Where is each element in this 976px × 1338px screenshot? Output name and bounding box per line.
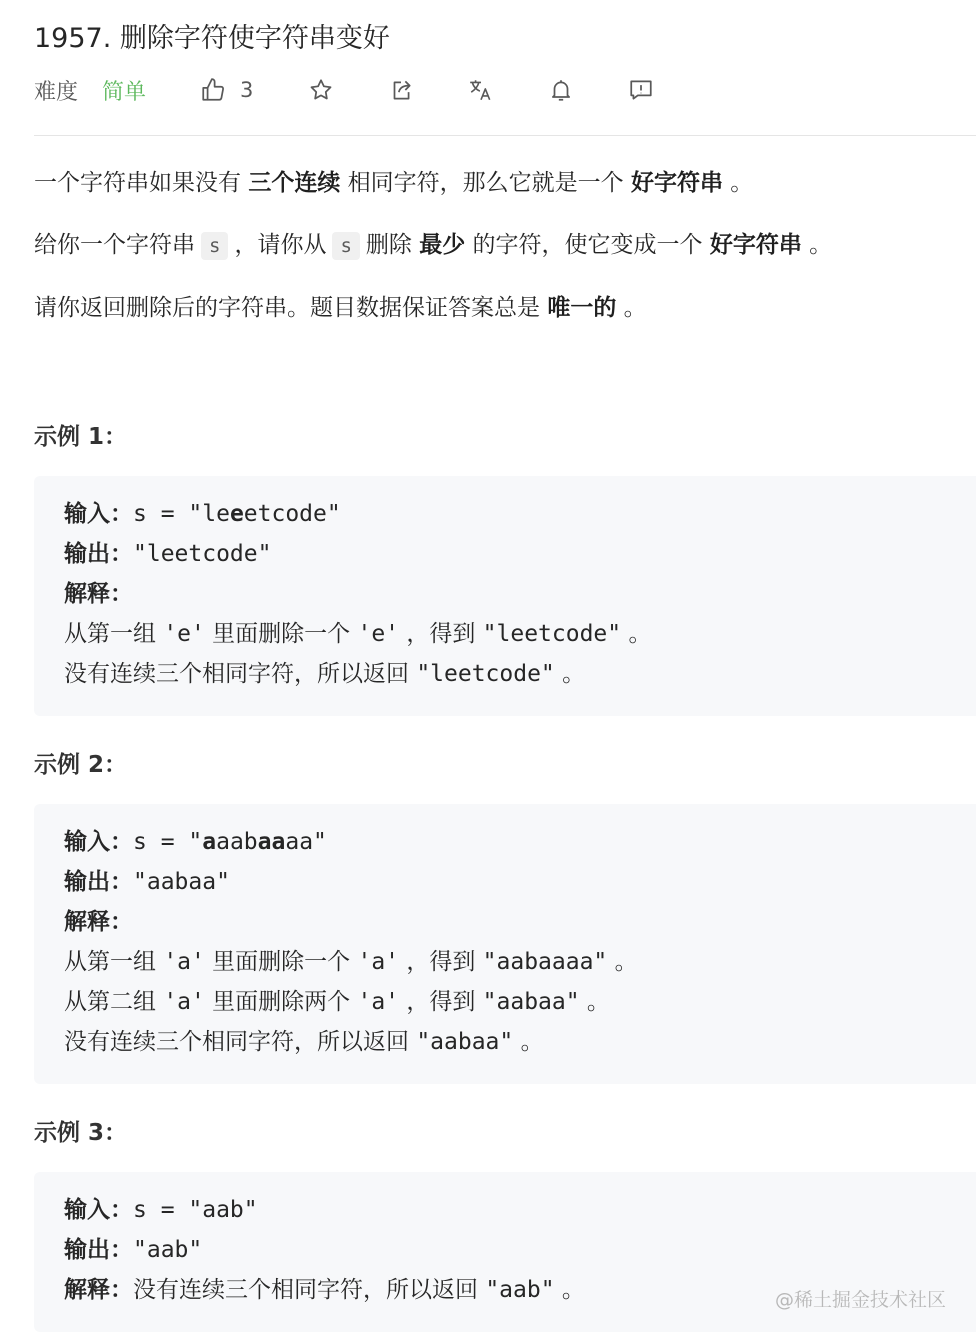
example-explanation-line: 没有连续三个相同字符，所以返回 "leetcode" 。 — [64, 661, 586, 687]
example-1-heading: 示例 1： — [34, 424, 128, 450]
share-button[interactable] — [384, 70, 418, 110]
example-output: 输出："leetcode" — [64, 541, 272, 567]
like-button[interactable] — [200, 70, 253, 110]
inline-code: s — [332, 232, 359, 260]
problem-meta-bar — [34, 70, 976, 110]
description-paragraph-1: 一个字符串如果没有 三个连续 相同字符，那么它就是一个 好字符串 。 — [34, 170, 754, 196]
example-explanation-line: 从第二组 'a' 里面删除两个 'a' ，得到 "aabaa" 。 — [64, 989, 610, 1015]
translate-icon — [468, 77, 494, 103]
inline-code: s — [201, 232, 228, 260]
like-count: 3 — [240, 78, 254, 102]
difficulty-badge: 简单 — [102, 79, 147, 105]
example-input: 输入：s = "aab" — [64, 1197, 258, 1223]
watermark: @稀土掘金技术社区 — [774, 1289, 946, 1311]
star-icon — [308, 77, 334, 103]
example-explanation-line: 解释：没有连续三个相同字符，所以返回 "aab" 。 — [64, 1277, 585, 1303]
example-3-heading: 示例 3： — [34, 1120, 128, 1146]
thumbs-up-icon — [200, 77, 226, 103]
example-1-box — [34, 476, 976, 716]
example-2-heading: 示例 2： — [34, 752, 128, 778]
example-explanation-line: 从第一组 'e' 里面删除一个 'e' ，得到 "leetcode" 。 — [64, 621, 652, 647]
example-input: 输入：s = "aaabaaaa" — [64, 829, 327, 855]
example-input: 输入：s = "leeetcode" — [64, 501, 341, 527]
example-output: 输出："aab" — [64, 1237, 203, 1263]
example-explanation-line: 从第一组 'a' 里面删除一个 'a' ，得到 "aabaaaa" 。 — [64, 949, 638, 975]
description-paragraph-2: 给你一个字符串 s ，请你从 s 删除 最少 的字符，使它变成一个 好字符串 。 — [34, 232, 833, 258]
example-2-box — [34, 804, 976, 1084]
difficulty-label: 难度 — [34, 79, 79, 105]
feedback-icon — [628, 77, 654, 103]
description-paragraph-3: 请你返回删除后的字符串。题目数据保证答案总是 唯一的 。 — [34, 295, 647, 321]
favorite-button[interactable] — [304, 70, 338, 110]
feedback-button[interactable] — [624, 70, 658, 110]
translate-button[interactable] — [464, 70, 498, 110]
header-divider — [34, 135, 976, 136]
notify-button[interactable] — [544, 70, 578, 110]
example-explanation-label: 解释： — [64, 909, 133, 935]
example-explanation-line: 没有连续三个相同字符，所以返回 "aabaa" 。 — [64, 1029, 544, 1055]
share-icon — [388, 77, 414, 103]
example-output: 输出："aabaa" — [64, 869, 230, 895]
problem-title: 1957. 删除字符使字符串变好 — [34, 23, 390, 54]
example-explanation-label: 解释： — [64, 581, 133, 607]
bell-icon — [548, 77, 574, 103]
